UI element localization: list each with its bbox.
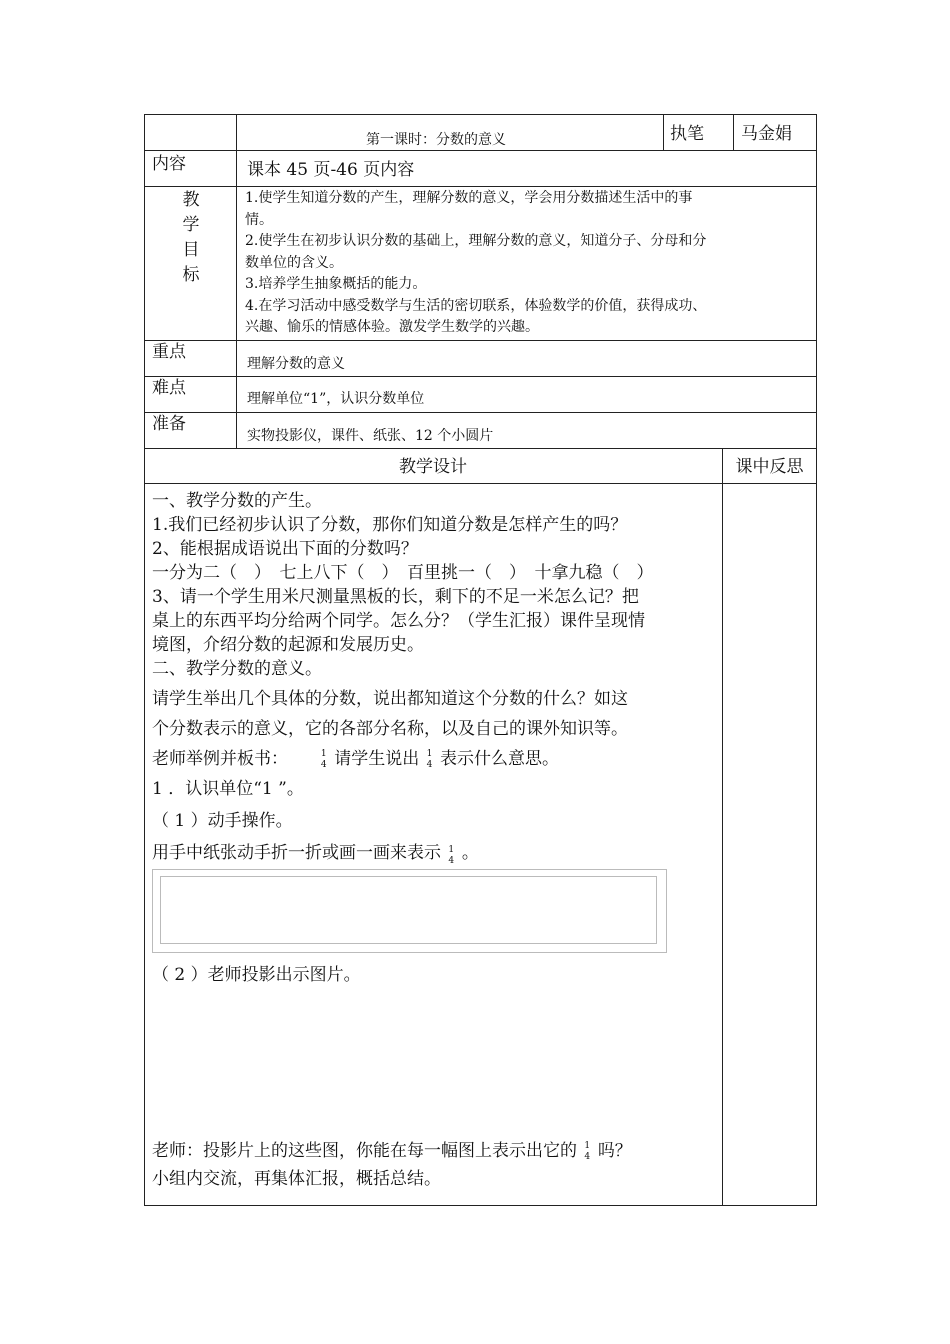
board-example-text: 表示什么意思。 [440,749,560,769]
board-example-text: 请学生说出 [334,749,420,769]
design-line: 3、请一个学生用米尺测量黑板的长，剩下的不足一米怎么记？把 [152,587,639,607]
teacher-question-text: 吗？ [597,1141,632,1161]
objective-line: 4.在学习活动中感受数学与生活的密切联系，体验数学的价值，获得成功、 [245,297,707,314]
objectives-label-char: 标 [182,265,200,285]
design-line: 2、能根据成语说出下面的分数吗？ [152,539,418,559]
design-line: 桌上的东西平均分给两个同学。怎么分？（学生汇报）课件呈现情 [152,611,645,631]
rule-top [144,114,817,115]
rule-6 [144,448,817,449]
fraction-one-quarter: 1 4 [320,748,327,770]
rule-bottom [144,1205,817,1206]
objectives-label [180,188,202,288]
design-line: 1.我们已经初步认识了分数，那你们知道分数是怎样产生的吗？ [152,515,628,535]
objective-line: 1.使学生知道分数的产生，理解分数的意义，学会用分数描述生活中的事 [245,190,693,206]
author-name: 马金娟 [741,124,792,144]
objectives-label-char: 教 [182,190,200,210]
design-line: 一、教学分数的产生。 [152,491,322,511]
objective-line: 3.培养学生抽象概括的能力。 [245,276,427,292]
reflection-header: 课中反思 [735,457,804,477]
design-body [144,484,722,1204]
board-example-line [152,744,559,770]
design-line: 1 ．认识单位“1 ”。 [152,779,304,799]
fold-paper-text: 。 [461,843,479,863]
content-label: 内容 [152,154,186,174]
difficulty-label: 难点 [152,378,186,398]
design-line: （ 1 ）动手操作。 [152,811,293,831]
rule-4 [144,376,817,377]
fraction-one-quarter: 1 4 [426,748,433,770]
objective-line: 数单位的含义。 [245,254,343,271]
design-line: 请学生举出几个具体的分数，说出都知道这个分数的什么？如这 [152,689,628,709]
author-label: 执笔 [670,124,704,144]
blank-image-frame-inner [160,876,657,944]
fold-paper-line [152,838,479,866]
rule-3 [144,340,817,341]
fraction-one-quarter: 1 4 [584,1141,591,1162]
objective-line: 情。 [245,211,273,228]
key-point-value: 理解分数的意义 [247,356,345,372]
design-line: 小组内交流，再集体汇报，概括总结。 [152,1169,441,1189]
objective-line: 兴趣、愉乐的情感体验。激发学生数学的兴趣。 [245,319,539,335]
key-point-label: 重点 [152,342,186,362]
objective-line: 2.使学生在初步认识分数的基础上，理解分数的意义，知道分子、分母和分 [245,233,707,249]
fraction-one-quarter: 1 4 [448,845,455,866]
lesson-title: 第一课时：分数的意义 [366,132,506,148]
design-line: 境图，介绍分数的起源和发展历史。 [152,635,424,655]
objectives-list [245,188,811,339]
content-value: 课本 45 页-46 页内容 [247,160,415,180]
rule-5 [144,412,817,413]
teacher-question-text: 老师：投影片上的这些图，你能在每一幅图上表示出它的 [152,1141,577,1161]
design-line: （ 2 ）老师投影出示图片。 [152,965,361,985]
rule-author-label-col [663,114,664,151]
difficulty-value: 理解单位“1”，认识分数单位 [247,391,425,407]
design-line: 二、教学分数的意义。 [152,659,322,679]
reflection-area [723,484,816,1204]
design-line: 个分数表示的意义，它的各部分名称，以及自己的课外知识等。 [152,719,628,739]
rule-right [816,114,817,1206]
objectives-label-char: 目 [182,240,200,260]
fold-paper-text: 用手中纸张动手折一折或画一画来表示 [152,843,441,863]
design-line: 一分为二（ ） 七上八下（ ） 百里挑一（ ） 十拿九稳（ ） [152,563,654,583]
objectives-label-char: 学 [182,215,200,235]
preparation-value: 实物投影仪，课件、纸张、12 个小圆片 [247,428,494,444]
design-header: 教学设计 [399,457,467,477]
rule-2 [144,186,817,187]
rule-label-col [236,114,237,449]
rule-author-name-col [733,114,734,151]
teacher-question-line [152,1136,632,1162]
board-example-text: 老师举例并板书： [152,749,288,769]
preparation-label: 准备 [152,414,186,434]
